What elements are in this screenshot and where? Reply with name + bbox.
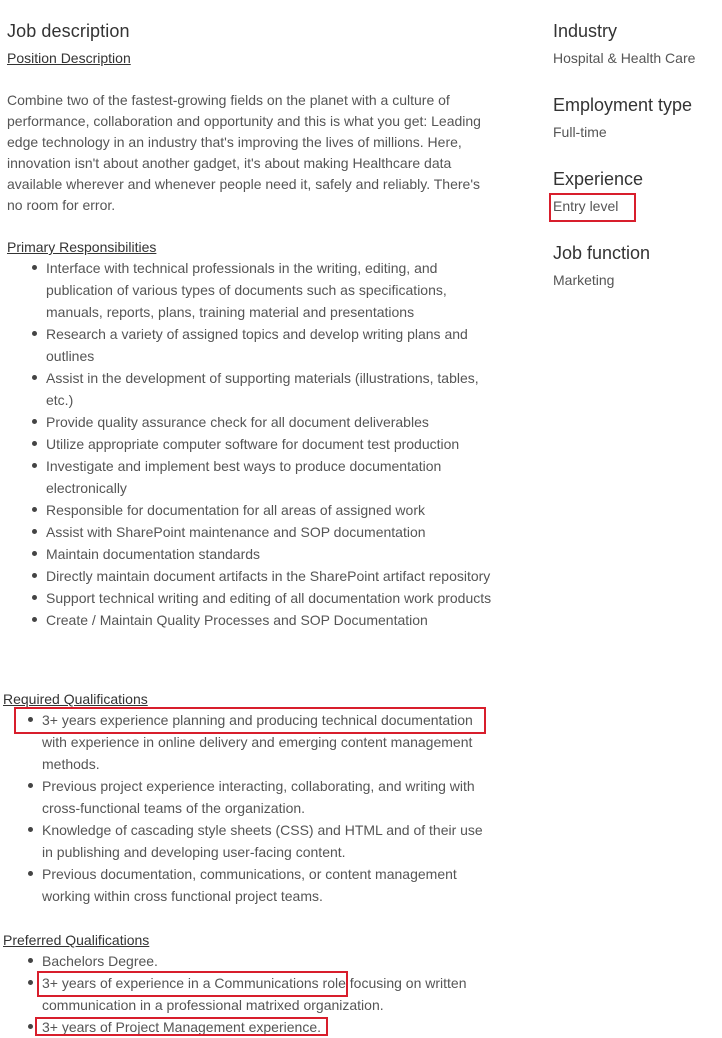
intro-paragraph: Combine two of the fastest-growing fields on the planet with a culture of performance, collaboration and opportunity and this is what you get: Leading edge technology in an industry that's improving the lives of millions. Here, innovation isn't about another gadget, it's about making Healthcare data available wherever and whenever people need it, safely and reliably. There's no room for error. <box>7 92 481 213</box>
list-item: 3+ years of experience in a Communications role focusing on written communication in a professional matrixed organization. <box>42 972 492 1016</box>
job-function-title: Job function <box>553 243 651 263</box>
required-qualifications-list <box>42 709 492 907</box>
list-item: 3+ years of Project Management experience. <box>42 1016 492 1038</box>
list-item: Assist in the development of supporting materials (illustrations, tables, etc.) <box>46 367 496 411</box>
list-item: Knowledge of cascading style sheets (CSS) and HTML and of their use in publishing and developing user-facing content. <box>42 819 492 863</box>
preferred-qualifications-title: Preferred Qualifications <box>3 932 150 948</box>
list-item: Investigate and implement best ways to produce documentation electronically <box>46 455 496 499</box>
experience-value: Entry level <box>553 198 619 214</box>
list-item: Assist with SharePoint maintenance and SOP documentation <box>46 521 496 543</box>
list-item: Directly maintain document artifacts in the SharePoint artifact repository <box>46 565 496 587</box>
position-description-title: Position Description <box>7 50 131 66</box>
highlight-communications-role <box>37 971 348 997</box>
industry-title: Industry <box>553 21 618 41</box>
experience-title: Experience <box>553 169 644 189</box>
list-item: Previous documentation, communications, or content management working within cross functional project teams. <box>42 863 492 907</box>
list-item: Research a variety of assigned topics and develop writing plans and outlines <box>46 323 496 367</box>
list-item: Maintain documentation standards <box>46 543 496 565</box>
highlight-required-qualification <box>14 707 486 734</box>
list-item: Responsible for documentation for all areas of assigned work <box>46 499 496 521</box>
employment-type-title: Employment type <box>553 95 693 115</box>
required-qualifications-title: Required Qualifications <box>3 691 148 707</box>
list-item: Support technical writing and editing of all documentation work products <box>46 587 496 609</box>
list-item: 3+ years experience planning and producing technical documentation with experience in online delivery and emerging content management methods. <box>42 709 492 775</box>
list-item: Interface with technical professionals in the writing, editing, and publication of various types of documents such as specifications, manuals, reports, plans, training material and presentations <box>46 257 496 323</box>
primary-responsibilities-list <box>46 257 496 631</box>
job-function-value: Marketing <box>553 272 615 288</box>
highlight-experience-level <box>549 193 636 222</box>
primary-responsibilities-title: Primary Responsibilities <box>7 239 157 255</box>
list-item: Create / Maintain Quality Processes and SOP Documentation <box>46 609 496 631</box>
list-item: Previous project experience interacting, collaborating, and writing with cross-functional teams of the organization. <box>42 775 492 819</box>
employment-type-value: Full-time <box>553 124 607 140</box>
list-item: Utilize appropriate computer software for document test production <box>46 433 496 455</box>
highlight-project-management <box>35 1017 328 1036</box>
list-item: Provide quality assurance check for all document deliverables <box>46 411 496 433</box>
job-description-heading: Job description <box>7 21 130 41</box>
list-item: Bachelors Degree. <box>42 950 492 972</box>
industry-value: Hospital & Health Care <box>553 50 696 66</box>
